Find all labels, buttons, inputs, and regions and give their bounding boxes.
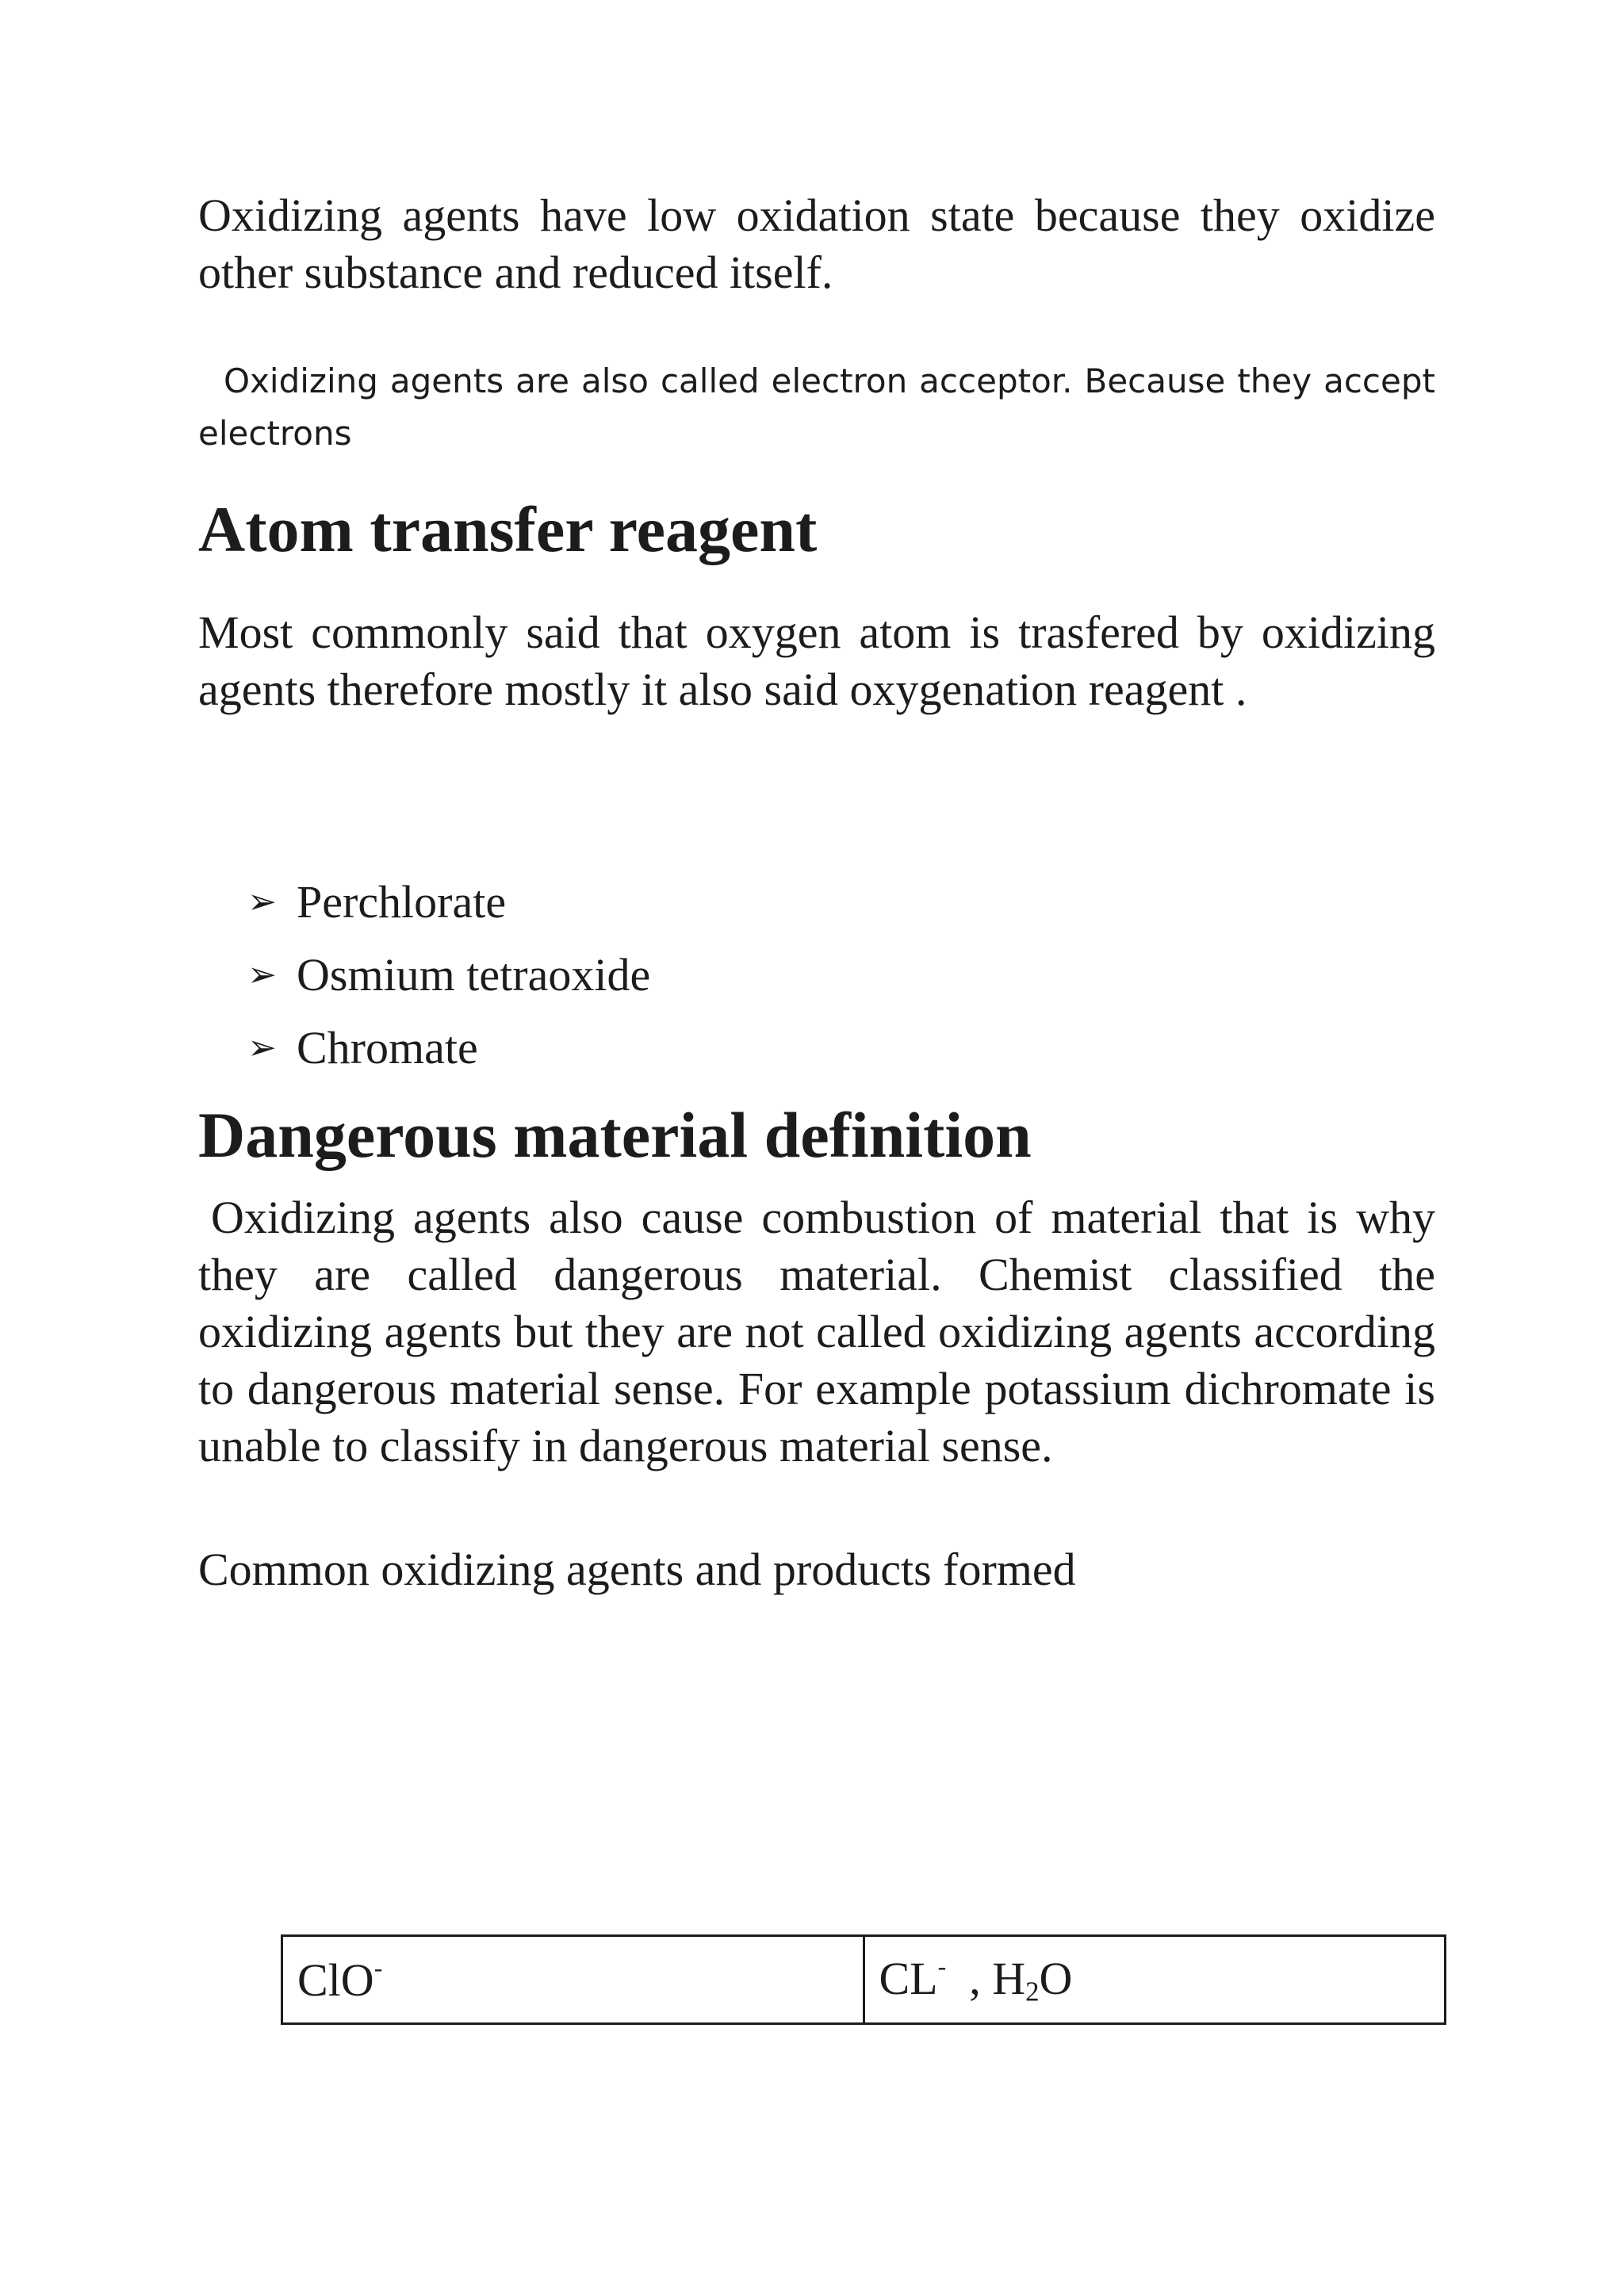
table-cell-product: CL- , $H_2O$ (864, 1936, 1446, 2024)
arrow-bullet-icon: ➢ (247, 1027, 277, 1068)
list-item (247, 866, 650, 939)
intro-paragraph: Oxidizing agents have low oxidation state because they oxidize other substance and reduced itself. (198, 189, 1435, 298)
table-row (282, 1936, 1446, 2024)
arrow-bullet-icon: ➢ (247, 955, 277, 995)
electron-acceptor-paragraph: Oxidizing agents are also called electron acceptor. Because they accept electrons (198, 362, 1435, 453)
list-item-label: Perchlorate (297, 876, 507, 928)
list-item-label: Osmium tetraoxide (297, 949, 651, 1001)
list-item-label: Chromate (297, 1022, 478, 1073)
table-cell-agent: ClO- (282, 1936, 864, 2024)
list-item (247, 939, 650, 1012)
reagent-list (247, 866, 650, 1085)
oxidizing-agents-table (281, 1934, 1446, 2025)
list-item (247, 1012, 650, 1085)
heading-atom-transfer: Atom transfer reagent (198, 493, 818, 565)
arrow-bullet-icon: ➢ (247, 882, 277, 922)
common-agents-caption: Common oxidizing agents and products formed (198, 1544, 1076, 1595)
heading-dangerous-material: Dangerous material definition (198, 1099, 1032, 1171)
dangerous-material-paragraph: Oxidizing agents also cause combustion of material that is why they are called dangerous material. Chemist classified the oxidizing agents but they are not called oxidizing agents according to dangerous material sense. For example potassium dichromate is unable to classify in dangerous material sense. (198, 1192, 1435, 1471)
atom-transfer-paragraph: Most commonly said that oxygen atom is trasfered by oxidizing agents therefore mostly it also said oxygenation reagent . (198, 607, 1435, 715)
